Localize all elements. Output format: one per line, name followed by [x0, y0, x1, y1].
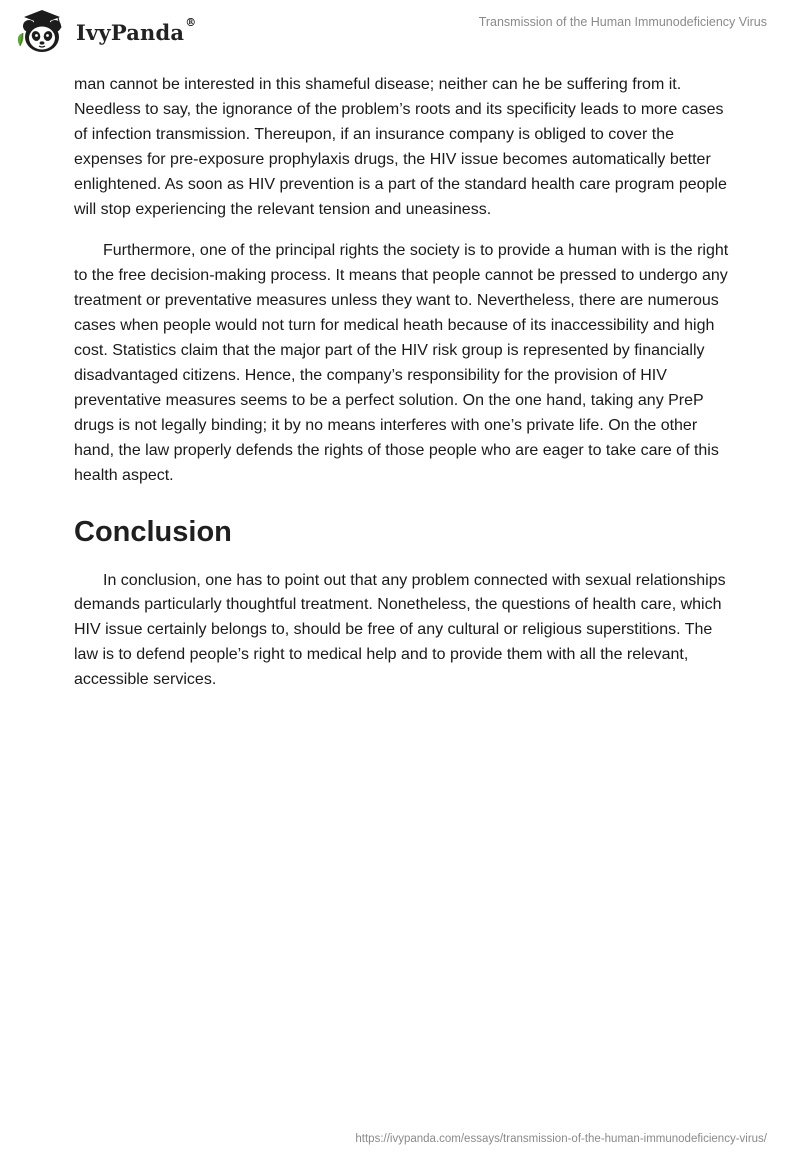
page-header	[0, 0, 800, 62]
source-url-link[interactable]: https://ivypanda.com/essays/transmission-of-the-human-immunodeficiency-virus/	[355, 1133, 767, 1145]
panda-graduate-icon	[14, 6, 70, 56]
essay-body	[74, 73, 734, 693]
paragraph-conclusion: In conclusion, one has to point out that any problem connected with sexual relationships demands particularly thoughtful treatment. Nonetheless, the questions of health care, which HIV issue certainly belongs to, should be free of any cultural or religious superstitions. The law is to defend people’s right to medical help and to provide them with all the relevant, accessible services.	[74, 571, 726, 689]
brand-name: IvyPanda®	[76, 15, 197, 45]
ivypanda-logo[interactable]	[14, 6, 196, 56]
trademark-symbol: ®	[185, 15, 197, 29]
section-heading-conclusion: Conclusion	[74, 515, 232, 548]
paragraph-continued: man cannot be interested in this shameful disease; neither can he be suffering from it. Needless to say, the ignorance of the problem’s roots and its specificity leads to more cases of infection transmission. Thereupon, if an insurance company is obliged to cover the expenses for pre-exposure prophylaxis drugs, the HIV issue becomes automatically better enlightened. As soon as HIV prevention is a part of the standard health care program people will stop experiencing the relevant tension and uneasiness.	[74, 76, 727, 218]
paragraph: Furthermore, one of the principal rights the society is to provide a human with is the right to the free decision-making process. It means that people cannot be pressed to undergo any treatment or preventative measures unless they want to. Nevertheless, there are numerous cases when people would not turn for medical heath because of its inaccessibility and high cost. Statistics claim that the major part of the HIV risk group is represented by financially disadvantaged citizens. Hence, the company’s responsibility for the provision of HIV preventative measures seems to be a perfect solution. On the one hand, taking any PreP drugs is not legally binding; it by no means interferes with one’s private life. On the other hand, the law properly defends the rights of those people who are eager to take care of this health aspect.	[74, 242, 729, 484]
running-title: Transmission of the Human Immunodeficiency Virus	[478, 15, 767, 29]
